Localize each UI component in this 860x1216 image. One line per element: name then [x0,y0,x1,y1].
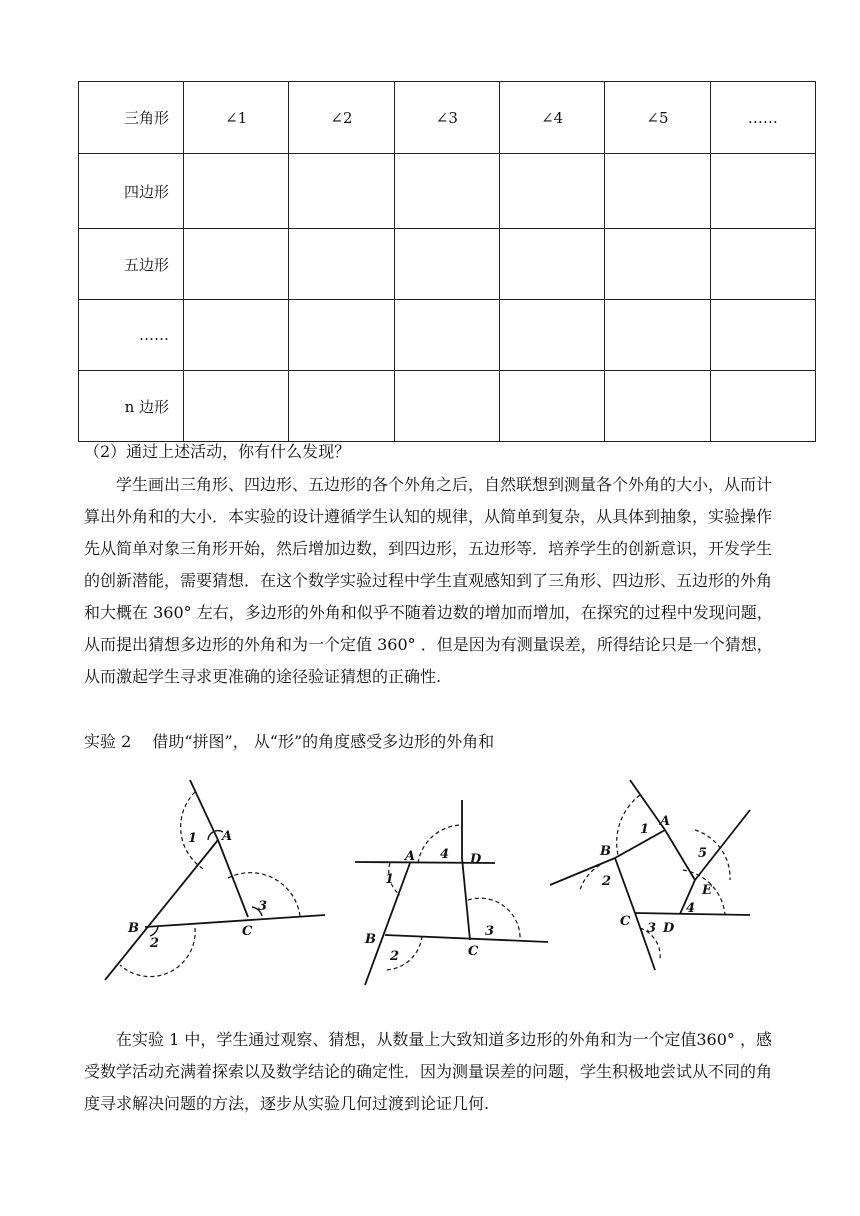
experiment-2-heading: 实验 2 借助“拼图”， 从“形”的角度感受多边形的外角和 [84,732,495,751]
table-row [79,82,816,154]
angle-label: 2 [150,936,160,951]
vertex-label: D [663,921,675,936]
table-cell [289,300,394,371]
angle-label: 1 [640,822,650,837]
table-cell [710,229,815,300]
column-header-angle3: ∠3 [394,82,499,154]
angle-label: 4 [686,901,696,916]
table-cell [499,300,604,371]
vertex-label: A [405,849,416,864]
angle-table [78,81,816,442]
table-cell [184,371,289,442]
angle-label: 1 [385,872,395,887]
table-cell [289,371,394,442]
paragraph-text: 在实验 1 中，学生通过观察、猜想，从数量上大致知道多边形的外角和为一个定值360° ，感受数学活动充满着探索以及数学结论的确定性．因为测量误差的问题，学生积极地尝试从不同的角度寻求解决问题的方法，逐步从实验几何过渡到论证几何. [84,1030,773,1113]
row-label: 四边形 [79,154,184,229]
table-cell [394,229,499,300]
vertex-label: C [242,924,253,939]
vertex-label: C [468,944,479,959]
quadrilateral-figure [355,800,548,985]
angle-table-grid [78,81,816,442]
angle-label: 4 [440,847,450,862]
table-cell [184,154,289,229]
table-cell [184,300,289,371]
angle-label: 2 [390,949,400,964]
angle-label: 3 [258,899,268,914]
vertex-label: B [365,932,376,947]
paragraph-analysis [84,469,784,693]
row-label: …… [79,300,184,371]
vertex-label: A [222,829,233,844]
paragraph-text: 学生画出三角形、四边形、五边形的各个外角之后，自然联想到测量各个外角的大小，从而计算出外角和的大小．本实验的设计遵循学生认知的规律，从简单到复杂，从具体到抽象，实验操作先从简单对象三角形开始，然后增加边数，到四边形，五边形等．培养学生的创新意识，开发学生的创新潜能，需要猜想．在这个数学实验过程中学生直观感知到了三角形、四边形、五边形的外角和大概在 360° 左右，多边形的外角和似乎不随着边数的增加而增加，在探究的过程中发现问题，从而提出猜想多边形的外角和为一个定值 360° ．但是因为有测量误差，所得结论只是一个猜想，从而激起学生寻求更准确的途径验证猜想的正确性. [84,475,773,686]
table-cell [289,154,394,229]
table-cell [289,229,394,300]
vertex-label: D [470,852,482,867]
angle-label: 3 [647,921,657,936]
pentagon-figure [550,780,750,970]
vertex-label: E [702,883,712,898]
row-label: n 边形 [79,371,184,442]
table-cell [394,371,499,442]
angle-label: 1 [188,831,198,846]
vertex-label: A [660,814,671,829]
row-label: 五边形 [79,229,184,300]
table-cell [499,154,604,229]
table-row [79,371,816,442]
vertex-label: B [600,844,611,859]
column-header-angle4: ∠4 [499,82,604,154]
table-row [79,154,816,229]
vertex-label: B [128,921,139,936]
table-cell [710,154,815,229]
column-header-angle5: ∠5 [605,82,710,154]
table-cell [605,371,710,442]
table-cell [394,154,499,229]
angle-label: 2 [602,874,612,889]
table-row [79,300,816,371]
angle-label: 5 [698,846,708,861]
column-header-angle1: ∠1 [184,82,289,154]
table-cell [710,371,815,442]
table-row [79,229,816,300]
question-2: （2）通过上述活动，你有什么发现？ [84,442,351,461]
paragraph-conclusion [84,1024,784,1120]
triangle-figure [105,780,325,980]
exterior-angle-figures [100,770,780,990]
column-header-ellipsis: …… [710,82,815,154]
table-cell [605,300,710,371]
row-label: 三角形 [79,82,184,154]
figures [100,770,780,990]
table-cell [605,154,710,229]
column-header-angle2: ∠2 [289,82,394,154]
table-cell [605,229,710,300]
table-cell [710,300,815,371]
vertex-label: C [620,914,631,929]
table-cell [499,371,604,442]
table-cell [184,229,289,300]
table-cell [394,300,499,371]
angle-label: 3 [485,924,495,939]
table-cell [499,229,604,300]
